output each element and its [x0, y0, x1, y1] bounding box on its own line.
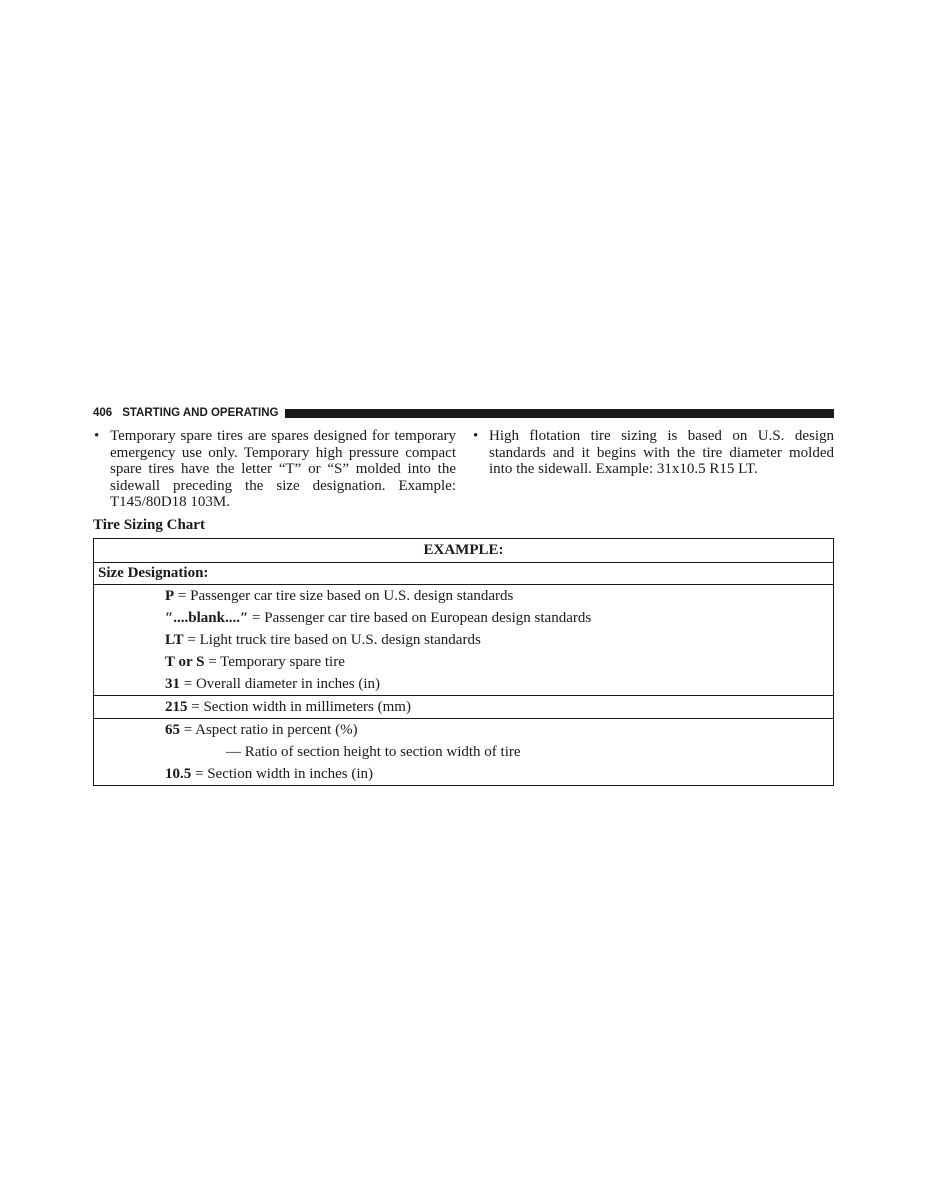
- bullet-text: Temporary spare tires are spares designed for temporary emergency use only. Temporary high pressure compact spare tires have the letter “T” or “S” molded into the sidewall preceding the size designation. Example: T145/80D18 103M.: [110, 428, 456, 511]
- table-entry: [94, 629, 833, 651]
- entry-text: = Aspect ratio in percent (%): [180, 722, 358, 738]
- entry-key: 10.5: [165, 766, 192, 782]
- entry-key: LT: [165, 632, 184, 648]
- entry-text: = Passenger car tire size based on U.S. design standards: [174, 588, 514, 604]
- table-group-3: [94, 719, 833, 785]
- entry-text: = Section width in millimeters (mm): [187, 699, 411, 715]
- entry-key: ″....blank....″: [165, 610, 249, 626]
- right-column: [472, 428, 834, 478]
- bullet-temporary-spare: [93, 428, 456, 511]
- bullet-text: High flotation tire sizing is based on U.S. design standards and it begins with the tire diameter molded into the sidewall. Example: 31x10.5 R15 LT.: [489, 428, 834, 478]
- entry-text: = Section width in inches (in): [191, 766, 374, 782]
- table-entry: [94, 719, 833, 741]
- table-entry: [94, 607, 833, 629]
- entry-key: 215: [165, 699, 188, 715]
- tire-sizing-table: [93, 538, 834, 786]
- table-group-2: [94, 696, 833, 719]
- header-rule: [285, 409, 835, 418]
- page-number: 406: [93, 407, 113, 419]
- bullet-dot: •: [473, 428, 479, 444]
- table-group-1: [94, 585, 833, 696]
- entry-text: = Light truck tire based on U.S. design standards: [183, 632, 481, 648]
- entry-text: = Overall diameter in inches (in): [180, 676, 381, 692]
- entry-text: = Temporary spare tire: [204, 654, 345, 670]
- table-entry: [94, 651, 833, 673]
- entry-text: — Ratio of section height to section width of tire: [226, 744, 521, 760]
- table-entry: [94, 585, 833, 607]
- left-column: [93, 428, 456, 511]
- table-header: EXAMPLE:: [94, 539, 833, 563]
- entry-text: = Passenger car tire based on European design standards: [248, 610, 592, 626]
- section-title: STARTING AND OPERATING: [122, 407, 279, 419]
- table-entry: [94, 673, 833, 695]
- chart-title: Tire Sizing Chart: [93, 517, 205, 533]
- page-header: [93, 406, 834, 420]
- table-entry: [94, 696, 833, 718]
- entry-key: P: [165, 588, 175, 604]
- entry-key: 65: [165, 722, 180, 738]
- bullet-high-flotation: [472, 428, 834, 478]
- size-designation-label: Size Designation:: [94, 563, 833, 585]
- bullet-dot: •: [94, 428, 100, 444]
- entry-key: T or S: [165, 654, 205, 670]
- table-entry-note: [94, 741, 833, 763]
- table-entry: [94, 763, 833, 785]
- entry-key: 31: [165, 676, 180, 692]
